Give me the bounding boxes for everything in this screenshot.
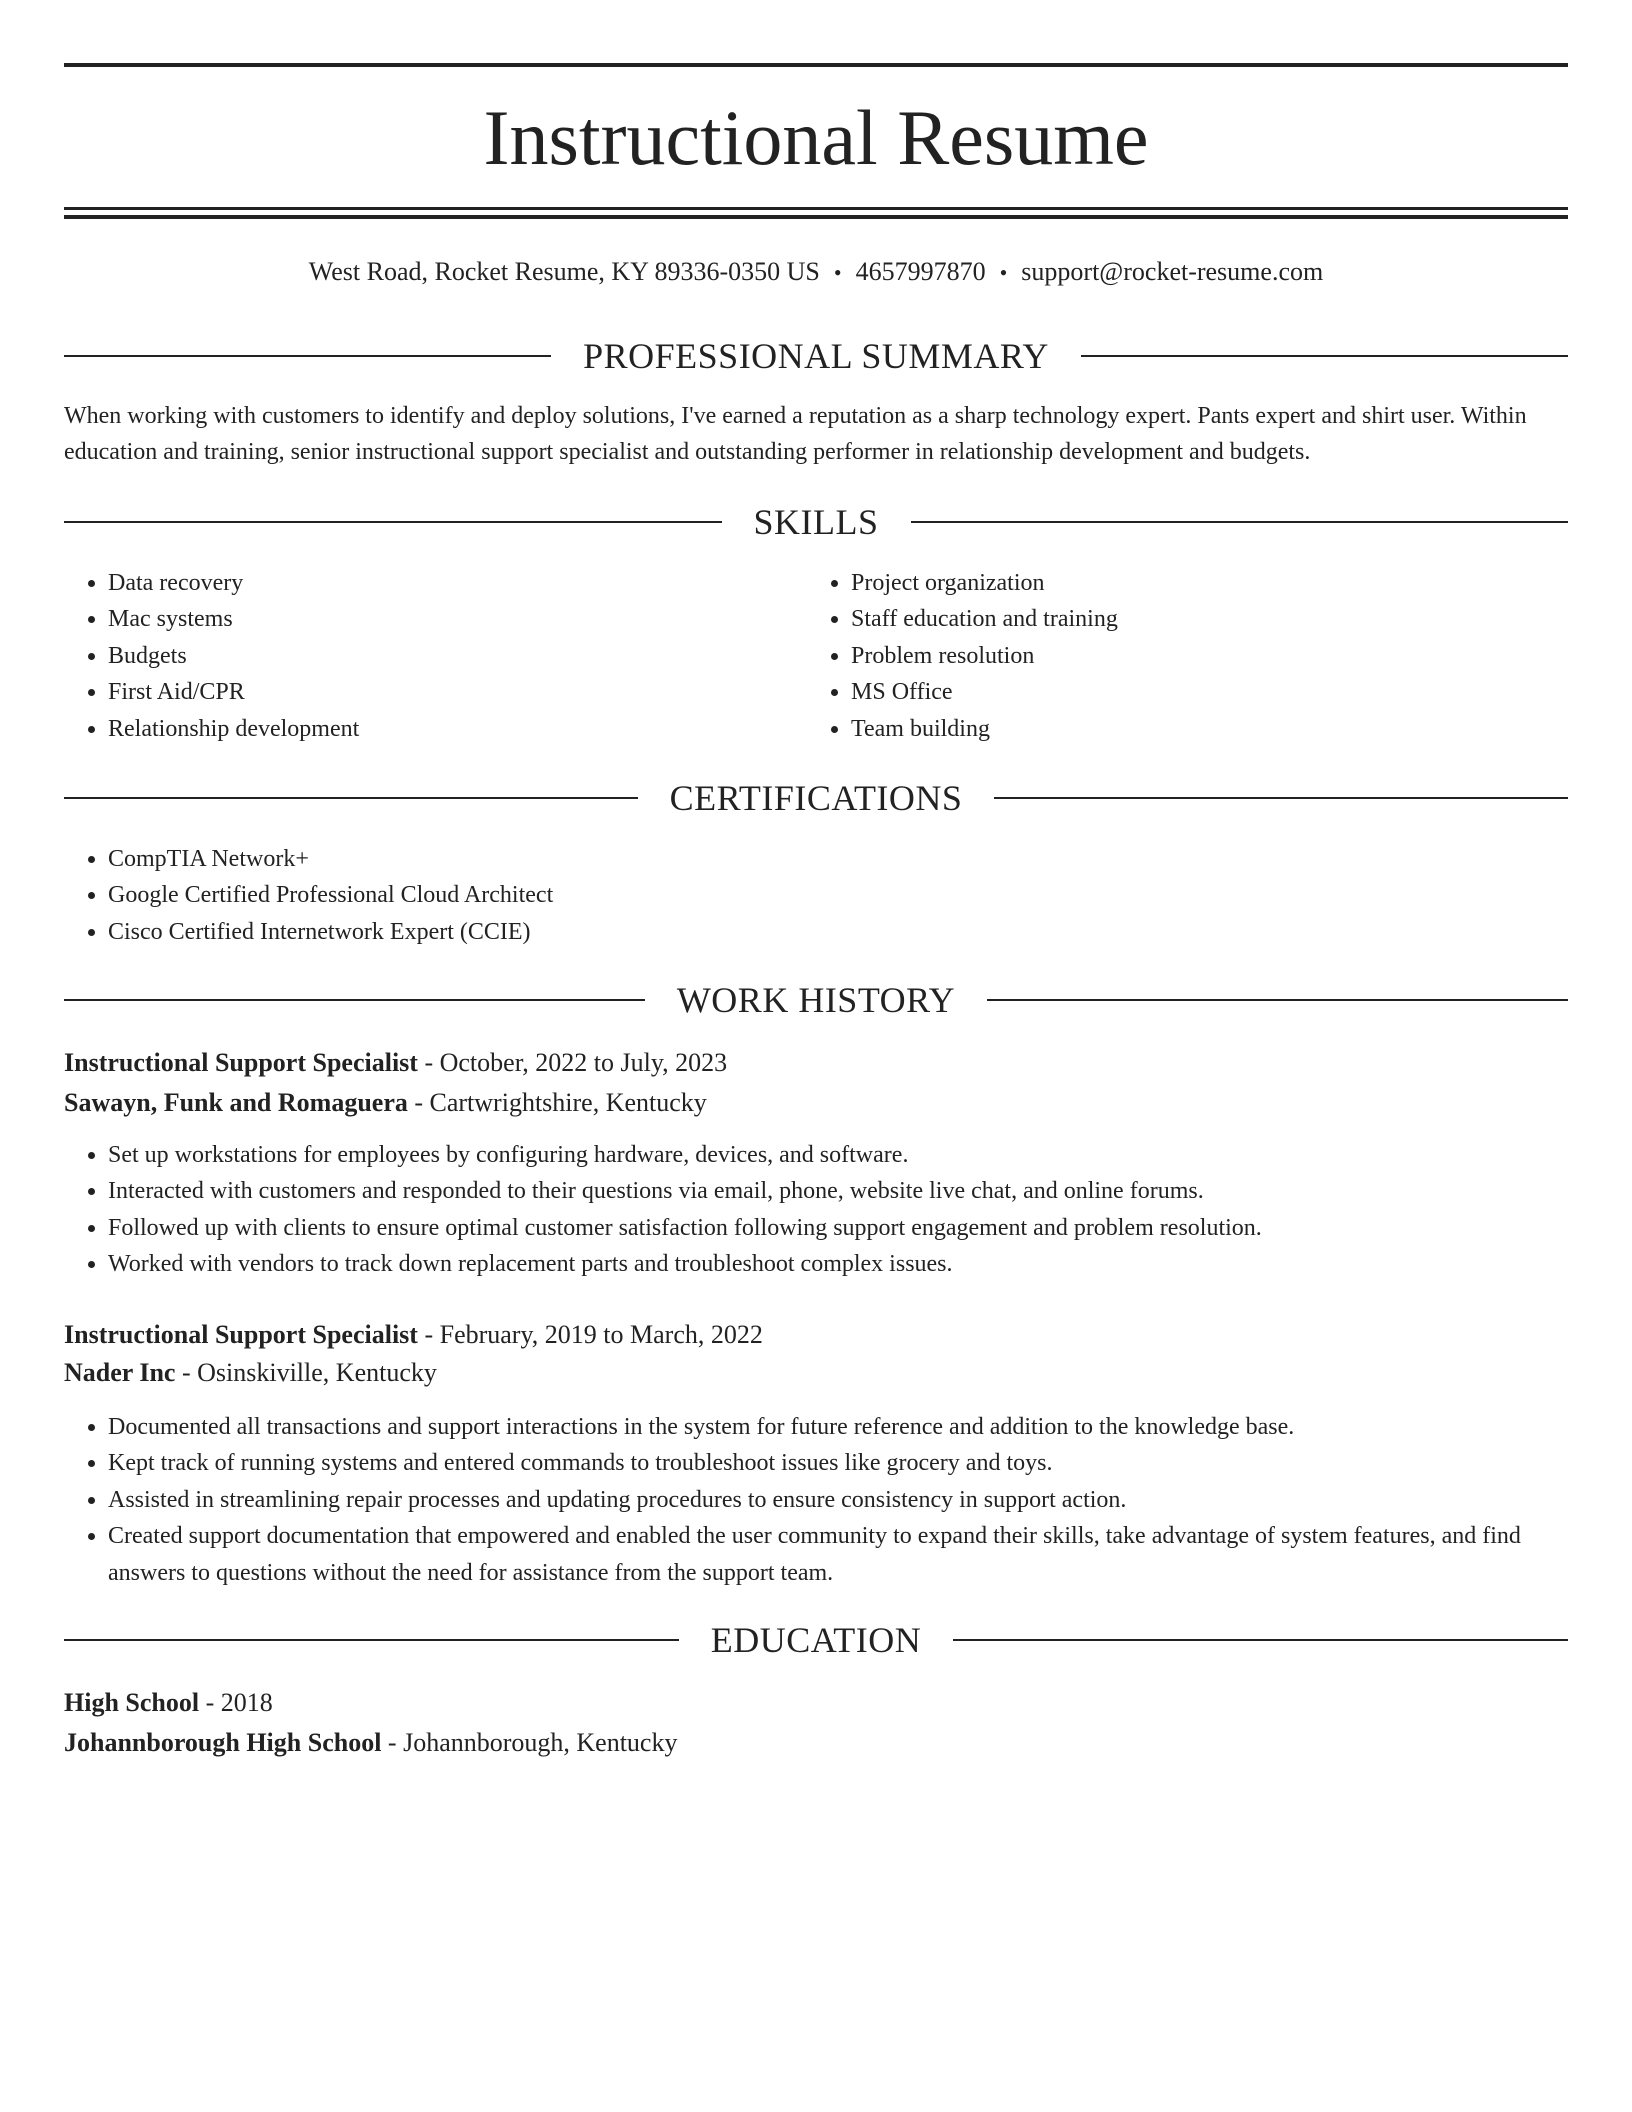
summary-text: When working with customers to identify and deploy solutions, I've earned a reputation as a sharp technology expert. Pants expert and shirt user. Within education and training, senior instructional support specialist and outstanding performer in relationship development and budgets. [64, 403, 1527, 465]
section-heading-work-history [64, 976, 1568, 1024]
job-dates: - October, 2022 to July, 2023 [417, 1048, 728, 1077]
skill-item: • First Aid/CPR [108, 674, 808, 710]
skills-list-right [807, 565, 1551, 747]
section-title: CERTIFICATIONS [669, 778, 963, 818]
skill-item: • MS Office [851, 674, 1551, 710]
certifications-list [64, 841, 1568, 950]
section-heading-certifications [64, 774, 1568, 822]
contact-phone: 4657997870 [855, 257, 986, 286]
heading-rule-left [64, 355, 551, 357]
job-bullet: • Followed up with clients to ensure optimal customer satisfaction following support engagement and problem resolution. [108, 1210, 1568, 1246]
job-company-line [64, 1083, 1568, 1123]
section-heading-education [64, 1616, 1568, 1664]
resume-title: Instructional Resume [483, 94, 1149, 181]
heading-rule-right [994, 797, 1568, 799]
heading-rule-left [64, 797, 638, 799]
section-title: SKILLS [753, 502, 879, 542]
heading-rule-right [987, 999, 1568, 1001]
education-location: - Johannborough, Kentucky [381, 1728, 678, 1757]
heading-rule-right [953, 1639, 1568, 1641]
heading-rule-left [64, 521, 722, 523]
contact-separator: • [999, 260, 1008, 285]
skill-item: • Data recovery [108, 565, 808, 601]
job-company: Nader Inc [64, 1358, 176, 1387]
job-bullet: • Interacted with customers and responded to their questions via email, phone, website live chat, and online forums. [108, 1173, 1568, 1209]
job-title: Instructional Support Specialist [64, 1320, 418, 1349]
title-rule-lower [64, 215, 1568, 219]
heading-rule-left [64, 1639, 679, 1641]
heading-rule-left [64, 999, 645, 1001]
contact-line [64, 252, 1568, 293]
education-school: Johannborough High School [64, 1728, 382, 1757]
job-bullet: • Kept track of running systems and entered commands to troubleshoot issues like grocery and toys. [108, 1445, 1568, 1481]
job-title-line [64, 1043, 1568, 1083]
section-title: WORK HISTORY [676, 980, 956, 1020]
section-title: PROFESSIONAL SUMMARY [583, 336, 1049, 376]
skill-item: • Team building [851, 711, 1551, 747]
contact-email: support@rocket-resume.com [1021, 257, 1324, 286]
heading-rule-right [1081, 355, 1568, 357]
education-year: - 2018 [199, 1688, 273, 1717]
skill-item: • Project organization [851, 565, 1551, 601]
skill-item: • Problem resolution [851, 638, 1551, 674]
section-title: EDUCATION [710, 1620, 922, 1660]
job-bullets [64, 1137, 1568, 1283]
job-bullet: • Documented all transactions and support interactions in the system for future reference and addition to the knowledge base. [108, 1409, 1568, 1445]
contact-separator: • [833, 260, 842, 285]
job-location: - Cartwrightshire, Kentucky [407, 1088, 707, 1117]
title-rule-upper [64, 207, 1568, 210]
skill-item: • Mac systems [108, 601, 808, 637]
job-title: Instructional Support Specialist [64, 1048, 418, 1077]
skill-item: • Budgets [108, 638, 808, 674]
certification-item: • Cisco Certified Internetwork Expert (CCIE) [108, 914, 1568, 950]
job-bullet: • Set up workstations for employees by configuring hardware, devices, and software. [108, 1137, 1568, 1173]
job-dates: - February, 2019 to March, 2022 [417, 1320, 763, 1349]
education-school-line [64, 1723, 1568, 1763]
skill-item: • Relationship development [108, 711, 808, 747]
skills-list-left [64, 565, 808, 747]
job-bullet: • Created support documentation that empowered and enabled the user community to expand their skills, take advantage of system features, and find answers to questions without the need for assistance from the support team. [108, 1518, 1568, 1591]
heading-rule-right [911, 521, 1569, 523]
job-bullet: • Assisted in streamlining repair processes and updating procedures to ensure consistency in support action. [108, 1482, 1568, 1518]
certification-item: • Google Certified Professional Cloud Architect [108, 877, 1568, 913]
education-degree-line [64, 1683, 1568, 1723]
section-heading-skills [64, 498, 1568, 546]
section-heading-summary [64, 332, 1568, 380]
job-bullets [64, 1409, 1568, 1591]
job-title-line [64, 1315, 1568, 1355]
contact-address: West Road, Rocket Resume, KY 89336-0350 US [308, 257, 820, 286]
top-rule [64, 63, 1568, 67]
skill-item: • Staff education and training [851, 601, 1551, 637]
education-degree: High School [64, 1688, 200, 1717]
job-company-line [64, 1353, 1568, 1393]
job-company: Sawayn, Funk and Romaguera [64, 1088, 408, 1117]
certification-item: • CompTIA Network+ [108, 841, 1568, 877]
job-bullet: • Worked with vendors to track down replacement parts and troubleshoot complex issues. [108, 1246, 1568, 1282]
job-location: - Osinskiville, Kentucky [175, 1358, 437, 1387]
